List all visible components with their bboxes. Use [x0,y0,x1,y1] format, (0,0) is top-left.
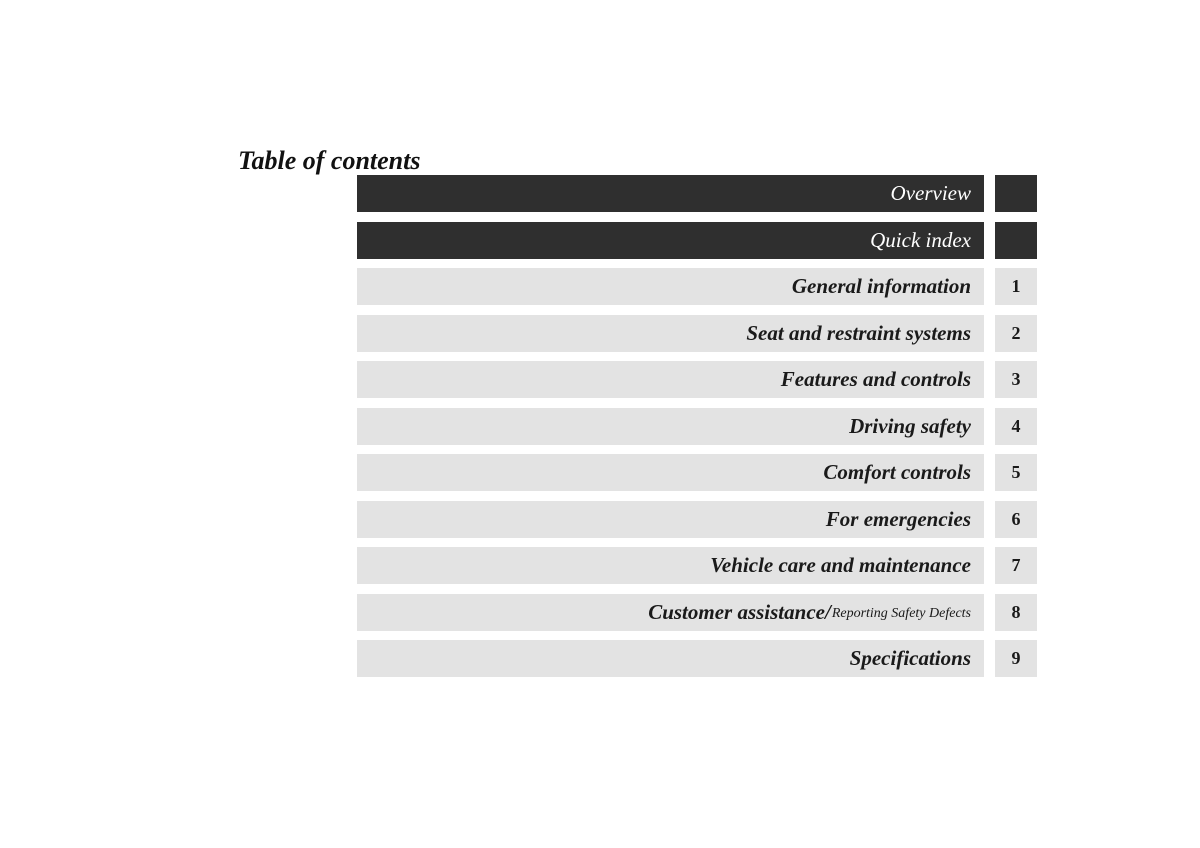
toc-entry-label[interactable] [357,268,984,305]
toc-entry-sublabel: Reporting Safety Defects [831,606,971,621]
toc-entry-number[interactable]: 3 [995,361,1037,398]
toc-entry-driving-safety[interactable] [357,408,1037,445]
toc-entry-label[interactable] [357,408,984,445]
toc-entry-tab[interactable] [995,222,1037,259]
toc-entry-specifications[interactable] [357,640,1037,677]
toc-entry-number[interactable]: 5 [995,454,1037,491]
toc-entry-customer-assistance[interactable] [357,594,1037,631]
toc-entry-label[interactable] [357,547,984,584]
toc-entry-number[interactable]: 8 [995,594,1037,631]
toc-entry-number[interactable]: 6 [995,501,1037,538]
toc-entry-label-text: For emergencies [825,506,971,531]
toc-entry-vehicle-care[interactable] [357,547,1037,584]
toc-entry-label-text: General information [791,274,971,298]
toc-entry-label-text: Overview [890,181,971,205]
toc-entry-general-information[interactable] [357,268,1037,305]
toc-entry-label[interactable] [357,315,984,352]
toc-entry-comfort-controls[interactable] [357,454,1037,491]
toc-entry-label[interactable] [357,501,984,538]
toc-entry-label[interactable] [357,640,984,677]
toc-entry-quick-index[interactable] [357,222,1037,259]
toc-entry-tab[interactable] [995,175,1037,212]
toc-entry-label-text: Customer assistance/ [648,599,831,624]
toc-entry-label-text: Comfort controls [823,460,971,484]
toc-entry-label-text: Driving safety [849,413,971,438]
toc-entry-label[interactable] [357,222,984,259]
toc-entry-label-text: Vehicle care and maintenance [710,553,971,577]
toc-entry-number[interactable]: 7 [995,547,1037,584]
toc-entry-label[interactable] [357,175,984,212]
toc-entry-label-text: Specifications [849,646,971,670]
toc-entry-number[interactable]: 4 [995,408,1037,445]
toc-entry-number[interactable]: 1 [995,268,1037,305]
toc-entry-seat-restraint[interactable] [357,315,1037,352]
page-title: Table of contents [238,146,421,175]
toc-entry-label[interactable] [357,454,984,491]
toc-entry-overview[interactable] [357,175,1037,212]
toc-entry-label-text: Quick index [870,227,971,252]
toc-entry-label[interactable] [357,594,984,631]
toc-entry-label-text: Features and controls [780,367,971,391]
toc-entry-features-controls[interactable] [357,361,1037,398]
toc-entry-number[interactable]: 2 [995,315,1037,352]
toc-entry-label[interactable] [357,361,984,398]
toc-entry-number[interactable]: 9 [995,640,1037,677]
toc-entry-label-text: Seat and restraint systems [746,320,971,345]
toc-entry-for-emergencies[interactable] [357,501,1037,538]
